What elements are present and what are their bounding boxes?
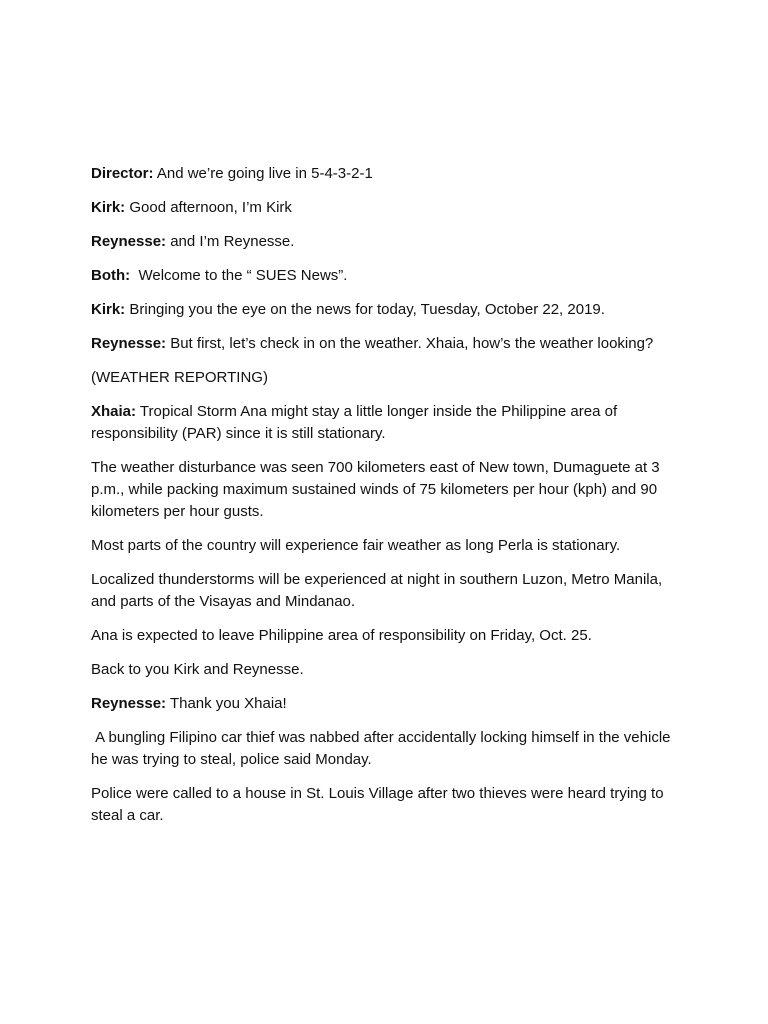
script-line-xhaia (91, 401, 691, 445)
script-line-kirk (91, 197, 691, 219)
script-body (91, 163, 691, 839)
line-text: Bringing you the eye on the news for today, Tuesday, October 22, 2019. (125, 301, 605, 318)
script-line-reynesse (91, 231, 691, 253)
speaker-name: Kirk: (91, 199, 126, 216)
line-text: A bungling Filipino car thief was nabbed after accidentally locking himself in the vehicle he was trying to steal, police said Monday. (91, 729, 675, 768)
line-text: and I’m Reynesse. (166, 233, 295, 250)
line-text: Welcome to the “ SUES News”. (130, 267, 348, 284)
script-line-reynesse (91, 333, 691, 355)
paragraph (91, 457, 691, 523)
line-text: Tropical Storm Ana might stay a little longer inside the Philippine area of responsibility (PAR) since it is still stationary. (91, 403, 622, 442)
line-text: Localized thunderstorms will be experienced at night in southern Luzon, Metro Manila, and parts of the Visayas and Mindanao. (91, 571, 667, 610)
speaker-name: Kirk: (91, 301, 126, 318)
line-text: The weather disturbance was seen 700 kilometers east of New town, Dumaguete at 3 p.m., while packing maximum sustained winds of 75 kilometers per hour (kph) and 90 kilometers per hour gusts. (91, 459, 664, 520)
speaker-name: Director: (91, 165, 154, 182)
paragraph (91, 727, 691, 771)
paragraph (91, 569, 691, 613)
line-text: (WEATHER REPORTING) (91, 369, 268, 386)
speaker-name: Reynesse: (91, 335, 167, 352)
line-text: And we’re going live in 5-4-3-2-1 (153, 165, 373, 182)
line-text: Ana is expected to leave Philippine area of responsibility on Friday, Oct. 25. (91, 627, 592, 644)
line-text: Most parts of the country will experience fair weather as long Perla is stationary. (91, 537, 621, 554)
paragraph (91, 625, 691, 647)
line-text: Police were called to a house in St. Louis Village after two thieves were heard trying to steal a car. (91, 785, 668, 824)
script-line-both (91, 265, 691, 287)
paragraph (91, 659, 691, 681)
paragraph (91, 535, 691, 557)
line-text: Back to you Kirk and Reynesse. (91, 661, 304, 678)
line-text: Good afternoon, I’m Kirk (125, 199, 292, 216)
line-text: But first, let’s check in on the weather. Xhaia, how’s the weather looking? (166, 335, 654, 352)
speaker-name: Reynesse: (91, 233, 167, 250)
speaker-name: Xhaia: (91, 403, 137, 420)
speaker-name: Both: (91, 267, 131, 284)
speaker-name: Reynesse: (91, 695, 167, 712)
script-line-kirk (91, 299, 691, 321)
script-line-director (91, 163, 691, 185)
script-line-reynesse (91, 693, 691, 715)
paragraph (91, 783, 691, 827)
line-text: Thank you Xhaia! (166, 695, 287, 712)
segment-heading (91, 367, 691, 389)
